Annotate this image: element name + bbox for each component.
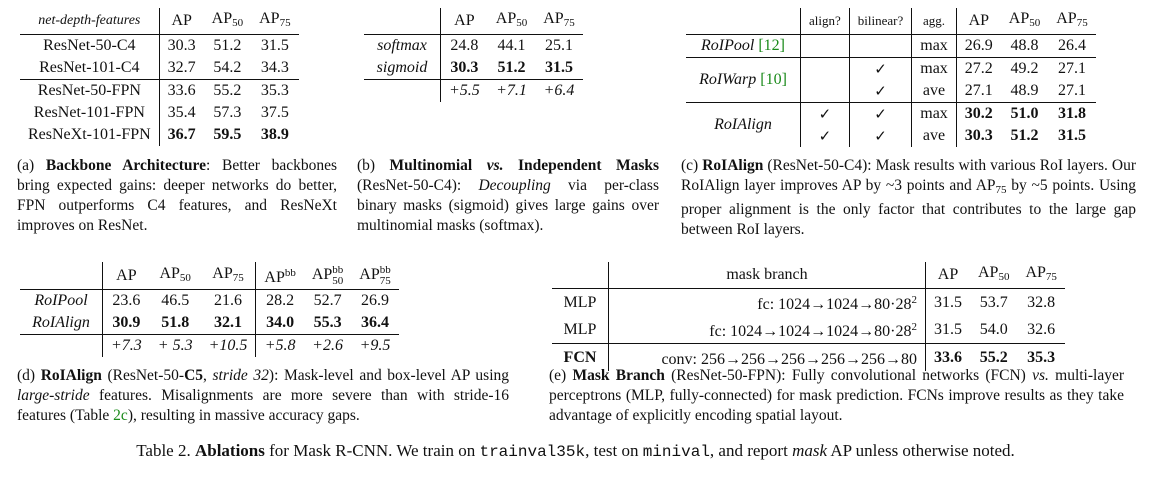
table-d-panel [20,262,399,357]
cell: 57.3 [213,104,242,121]
cell: 33.6 [167,82,196,99]
cell: +7.1 [496,82,527,99]
table-d-header-apbb50: APbb 50 [311,263,344,287]
cell: + 5.3 [157,337,193,354]
cell: 32.7 [167,59,196,76]
cell: 51.2 [1010,127,1039,144]
cell: 55.2 [213,82,242,99]
table-row [20,57,299,80]
row-label: MLP [552,289,609,317]
row-label: MLP [552,316,609,344]
table-c-header-ap75: $AP_{75}$ [1056,10,1088,29]
row-label: ResNet-101-C4 [20,57,159,80]
table-a-header-ap: AP [171,12,192,29]
cell: ✓ [801,125,850,147]
table-a [20,8,299,146]
table-e-header-ap: AP [937,266,959,283]
cell: +2.6 [312,337,343,354]
row-label: FCN [552,344,609,372]
cell: 31.5 [934,293,962,311]
row-label: RoIAlign [20,312,103,335]
cell: 59.5 [213,126,242,143]
table-b-header-ap75: $AP_{75}$ [543,10,575,29]
cell: 24.8 [450,37,479,54]
cell: 32.8 [1027,293,1056,311]
row-label: ResNet-101-FPN [20,102,159,124]
cell: 49.2 [1010,60,1039,77]
table-c [686,8,1096,147]
table-row-delta [20,335,399,358]
table-row [20,80,299,103]
table-row [364,35,583,58]
table-d-header-ap: AP [116,266,137,284]
table-row [20,290,399,313]
cell: 51.0 [1010,105,1039,122]
table-c-header-ap: AP [968,12,990,29]
row-label: ResNeXt-101-FPN [20,124,159,146]
cell: +7.3 [111,337,142,354]
table-d-header-blank [20,262,103,290]
cell: 44.1 [497,37,526,54]
table-e [552,262,1065,371]
row-label: ResNet-50-FPN [20,80,159,103]
table-caption: Table 2. Ablations for Mask R-CNN. We train on trainval35k, test on minival, and report mask AP unless otherwise noted. [136,441,1015,461]
cell: 33.6 [934,348,962,366]
cell: 52.7 [313,292,342,309]
cell: 27.1 [964,82,993,99]
cell: 36.4 [361,314,390,331]
table-a-header-ap75: $AP_{75}$ [259,10,291,29]
cell: 51.2 [213,37,242,54]
cell: ave [912,80,957,103]
cell: 26.9 [964,37,993,54]
table-d [20,262,399,357]
table-c-header-agg: agg. [912,8,957,35]
cell: 48.8 [1010,37,1039,54]
cell: ✓ [849,125,911,147]
cell: 53.7 [979,293,1008,311]
cell: ✓ [849,58,911,81]
cell: 25.1 [544,37,573,54]
table-row [20,102,299,124]
cell: 26.9 [361,292,390,309]
table-c-header-bilinear: bilinear? [849,8,911,35]
table-row [686,103,1096,126]
caption-b: (b) Multinomial vs. Independent Masks (ResNet-50-C4): Decoupling via per-class binary masks (sigmoid) gives large gains over multinomial masks (softmax). [357,157,660,234]
cell: ✓ [849,103,911,126]
table-row [20,35,299,58]
cell: 31.5 [544,59,573,76]
cell: 31.5 [1057,127,1086,144]
cell: 32.6 [1027,320,1056,338]
cell: 51.8 [161,314,190,331]
row-label: sigmoid [364,57,441,80]
cell: ✓ [849,80,911,103]
row-label [20,335,103,358]
table-b [364,8,583,102]
cell: conv: 256→256→256→256→256→80 [609,344,926,372]
table-d-header-apbb: $AP^{bb}$ [264,267,296,286]
row-label: softmax [364,35,441,58]
cell: fc: $1024\to 1024\to 1024\to 80\cdot 28^2$ [609,316,926,344]
table-c-header-ap50: $AP_{50}$ [1008,10,1041,29]
caption-a: (a) Backbone Architecture: Better backbones bring expected gains: deeper networks do better, FPN outperforms C4 features, and ResNeXt improves on ResNet. [17,157,337,234]
cell: 55.3 [313,314,342,331]
table-e-header-ap50: $AP_{50}$ [978,264,1010,283]
caption-c: (c) RoIAlign (ResNet-50-C4): Mask results with various RoI layers. Our RoIAlign layer improves AP by ~3 points and $AP_{75}$ by ~5 points. Using proper alignment is the only factor that contributes to the large gap between RoI layers. [681,157,1136,238]
caption-d: (d) RoIAlign (ResNet-50-C5, stride 32): Mask-level and box-level AP using large-stride features. Misalignments are more severe than with stride-16 features (Table 2c), resulting in massive accuracy gaps. [17,367,510,424]
table-row [552,289,1065,317]
cell: 27.2 [964,60,993,77]
cell: 51.2 [497,59,526,76]
table-d-header-ap75: $AP_{75}$ [201,262,256,290]
cell: 27.1 [1057,82,1086,99]
cell: +10.5 [201,335,256,358]
cell: 27.1 [1057,60,1086,77]
cell: 34.0 [266,314,295,331]
table-row [20,312,399,335]
cell: 54.2 [213,59,242,76]
cell: 37.5 [260,104,289,121]
cell [801,58,850,81]
cell: 36.7 [167,126,196,143]
row-label: RoIWarp [10] [686,58,801,103]
cell: 54.0 [979,320,1008,338]
cell: 31.5 [934,320,962,338]
cell: max [912,58,957,81]
cell: 55.2 [979,348,1008,366]
cell: 31.8 [1057,105,1086,122]
table-row-delta [364,80,583,103]
cell: +5.5 [449,82,480,99]
cell: 46.5 [161,292,190,309]
row-label: ResNet-50-C4 [20,35,159,58]
cell: 32.1 [201,312,256,335]
cell [801,35,850,58]
table-row [364,57,583,80]
cell: 48.9 [1010,82,1039,99]
cell: +9.5 [359,337,391,354]
table-a-panel [20,8,299,146]
cell: fc: $1024\to 1024\to 80\cdot 28^2$ [609,289,926,317]
table-e-header-blank [552,262,609,289]
cell: 38.9 [260,126,289,143]
cell [801,80,850,103]
cell: 35.3 [1027,348,1056,366]
table-e-panel [552,262,1065,371]
cell: 23.6 [112,292,141,309]
cell: 30.3 [450,59,479,76]
cell: 30.3 [167,37,196,54]
cell: 30.3 [964,127,993,144]
cell: 31.5 [260,37,289,54]
table-b-header-ap50: $AP_{50}$ [495,10,528,29]
cell: 30.2 [964,105,993,122]
cell: 30.9 [112,314,141,331]
table-d-header-apbb75: APbb 75 [359,263,391,287]
cell: 21.6 [201,290,256,313]
table-d-header-ap50: $AP_{50}$ [159,264,191,284]
cell: 26.4 [1057,37,1086,54]
cell: +5.8 [264,337,296,354]
cell: 35.4 [167,104,196,121]
table-c-header-align: align? [801,8,850,35]
cell: max [912,103,957,126]
cell: 34.3 [260,59,289,76]
table-a-header-name: net-depth-features [20,8,159,35]
cell: ✓ [801,103,850,126]
table-a-header-ap50: $AP_{50}$ [211,10,244,29]
table-row [686,58,1096,81]
table-b-panel [364,8,583,102]
cell: 35.3 [260,82,289,99]
row-label [364,80,441,103]
cell: 28.2 [266,292,295,309]
table-row [552,316,1065,344]
table-row [20,124,299,146]
table-c-panel [686,8,1096,147]
table-b-header-blank [364,8,441,35]
table-c-header-blank [686,8,801,35]
caption-e: (e) Mask Branch (ResNet-50-FPN): Fully convolutional networks (FCN) vs. multi-layer perceptrons (MLP, fully-connected) for mask prediction. FCNs improve results as they take advantage of explicitly encoding spatial layout. [549,367,1124,424]
cell: +6.4 [543,82,575,99]
row-label: RoIPool [12] [686,35,801,58]
row-label: RoIPool [20,290,103,313]
cell [849,35,911,58]
table-e-header-branch: mask branch [609,262,926,289]
row-label: RoIAlign [686,103,801,148]
cell: ave [912,125,957,147]
table-row [686,35,1096,58]
caption-a-title: Backbone Architecture [45,157,206,174]
table-b-header-ap: AP [454,12,475,29]
cell: max [912,35,957,58]
table-e-header-ap75: $AP_{75}$ [1025,264,1057,283]
